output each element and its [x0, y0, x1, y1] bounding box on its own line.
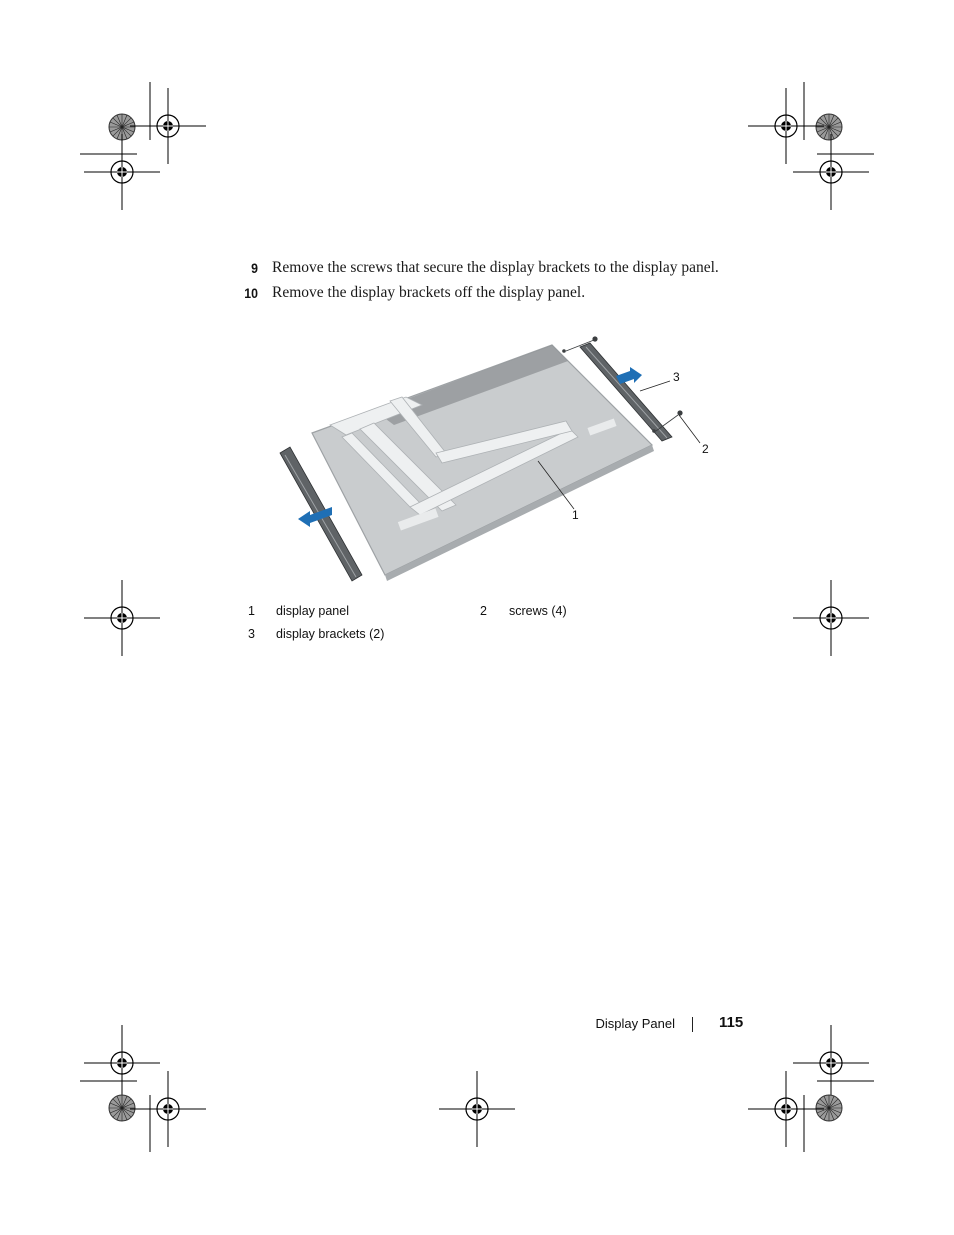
step-text: Remove the screws that secure the display brackets to the display panel.: [272, 259, 719, 276]
step-text: Remove the display brackets off the display panel.: [272, 284, 586, 301]
footer-section-title: Display Panel: [595, 1016, 675, 1031]
footer-separator: [692, 1017, 693, 1032]
display-panel-illustration: [270, 325, 720, 585]
legend-row: [248, 624, 718, 647]
removal-arrow-right: [616, 367, 642, 384]
step-9: [238, 257, 798, 282]
legend-label: display brackets (2): [276, 627, 385, 641]
callout-leader-2: [679, 415, 700, 443]
figure-legend: [248, 601, 718, 647]
callout-1: 1: [572, 508, 579, 522]
legend-label: screws (4): [509, 604, 567, 618]
callout-3: 3: [673, 370, 680, 384]
callout-leader-3: [640, 381, 670, 391]
legend-number: 1: [248, 604, 255, 618]
callout-2: 2: [702, 442, 709, 456]
procedure-steps: [238, 257, 798, 307]
step-number: 9: [251, 260, 258, 276]
legend-label: display panel: [276, 604, 349, 618]
step-number: 10: [244, 285, 258, 301]
step-10: [238, 282, 798, 307]
page-number: 115: [719, 1014, 744, 1031]
legend-number: 2: [480, 604, 487, 618]
page-footer: [560, 1013, 750, 1037]
legend-number: 3: [248, 627, 255, 641]
legend-row: [248, 601, 718, 624]
